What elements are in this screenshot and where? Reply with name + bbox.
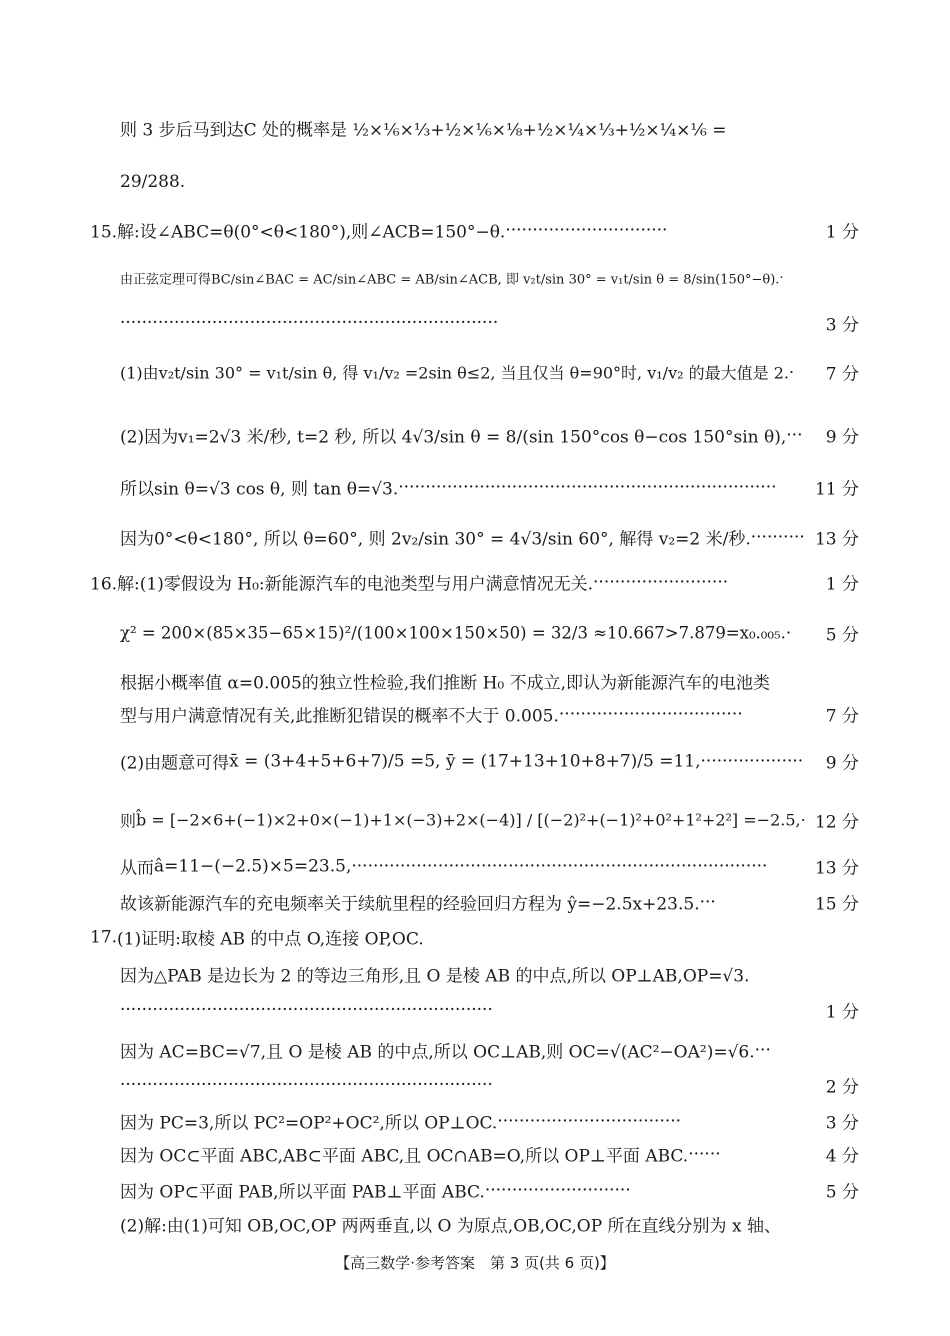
leader-dots: ·································· (558, 704, 743, 724)
line-prefix: 15.解: (90, 222, 140, 243)
score-marker: 12 分 (814, 812, 859, 833)
score-marker: 13 分 (814, 858, 859, 879)
leader-dots: ··················· (700, 751, 804, 771)
answer-line (120, 749, 803, 774)
answer-line (120, 669, 770, 694)
leader-dots: · (785, 623, 792, 643)
answer-line (90, 570, 728, 595)
line-expression: 型与用户满意情况有关,此推断犯错误的概率不大于 0.005. (120, 706, 559, 727)
answer-line (120, 624, 791, 643)
leader-dots: · (800, 810, 806, 830)
line-expression: 因为 OP⊂平面 PAB,所以平面 PAB⊥平面 ABC. (120, 1182, 485, 1203)
line-prefix: 17. (90, 927, 118, 947)
line-prefix: 所以 (120, 479, 154, 500)
line-prefix: (2)由题意可得 (120, 753, 230, 774)
score-marker: 15 分 (814, 894, 859, 915)
answer-line (120, 525, 805, 550)
answer-line (120, 361, 794, 384)
leader-dots: ············································································· (351, 856, 768, 876)
line-expression: 根据小概率值 α=0.005的独立性检验,我们推断 H₀ 不成立,即认为新能源汽车的电池类 (120, 673, 771, 694)
line-expression: 因为 AC=BC=√7,且 O 是棱 AB 的中点,所以 OC⊥AB,则 OC=√(AC²−OA²)=√6. (120, 1042, 755, 1063)
answer-line (120, 116, 727, 141)
line-expression: 因为△PAB 是边长为 2 的等边三角形,且 O 是棱 AB 的中点,所以 OP⊥AB,OP=√3. (120, 966, 750, 987)
score-marker: 7 分 (825, 706, 859, 727)
answer-line (120, 962, 750, 987)
line-expression: (2)解:由(1)可知 OB,OC,OP 两两垂直,以 O 为原点,OB,OC,OP 所在直线分别为 x 轴、 (120, 1216, 781, 1237)
leader-dots: ·········· (750, 527, 805, 547)
answer-line (120, 1075, 493, 1095)
score-marker: 7 分 (825, 364, 859, 385)
line-expression: x̄ = (3+4+5+6+7)/5 =5, ȳ = (17+13+10+8+7)/5 =11, (229, 751, 701, 771)
line-expression: (1)零假设为 H₀:新能源汽车的电池类型与用户满意情况无关. (139, 574, 594, 595)
answer-line (90, 218, 667, 243)
line-prefix: 由正弦定理可得 (120, 272, 212, 288)
line-prefix: (1)由 (120, 363, 159, 383)
answer-line (120, 172, 185, 192)
answer-line (120, 1000, 493, 1020)
score-marker: 3 分 (825, 315, 859, 336)
score-marker: 5 分 (825, 625, 859, 646)
answer-line (120, 1212, 781, 1237)
answer-line (120, 423, 803, 448)
line-prefix: 因为 (120, 529, 154, 550)
line-prefix: 16.解: (90, 574, 140, 595)
leader-dots: ··· (786, 425, 803, 445)
line-prefix: 则 (120, 811, 137, 831)
line-expression: sin θ=√3 cos θ, 则 tan θ=√3. (154, 479, 399, 500)
leader-dots: ····································································· (120, 1000, 493, 1020)
score-marker: 9 分 (825, 753, 859, 774)
answer-line (120, 809, 806, 832)
leader-dots: ······································································ (120, 313, 499, 333)
leader-dots: ·································· (497, 1111, 682, 1131)
leader-dots: ······ (688, 1144, 721, 1164)
answer-line (120, 702, 743, 727)
page-footer: 【高三数学·参考答案 第 3 页(共 6 页)】 (335, 1254, 615, 1272)
line-expression: 0°<θ<180°, 所以 θ=60°, 则 2v₂/sin 30° = 4√3/sin 60°, 解得 v₂=2 米/秒. (154, 529, 751, 550)
line-expression: 设∠ABC=θ(0°<θ<180°),则∠ACB=150°−θ. (139, 222, 506, 243)
answer-line (120, 854, 767, 879)
leader-dots: ····································································· (120, 1075, 493, 1095)
answer-line (120, 1178, 631, 1203)
leader-dots: ··· (699, 892, 716, 912)
line-expression: 故该新能源汽车的充电频率关于续航里程的经验回归方程为 ŷ=−2.5x+23.5. (120, 894, 700, 915)
score-marker: 1 分 (825, 574, 859, 595)
line-prefix: 则 3 步后马到达 (120, 120, 244, 141)
score-marker: 1 分 (825, 1002, 859, 1023)
line-prefix: 从而 (120, 858, 154, 879)
leader-dots: ························· (593, 572, 729, 592)
line-expression: v₂t/sin 30° = v₁t/sin θ, 得 v₁/v₂ =2sin θ≤2, 当且仅当 θ=90°时, v₁/v₂ 的最大值是 2. (158, 363, 789, 383)
line-expression: C 处的概率是 ½×⅙×⅓+½×⅙×⅛+½×¼×⅓+½×¼×⅙ = (243, 120, 727, 141)
score-marker: 4 分 (825, 1146, 859, 1167)
line-prefix: (2)因为 (120, 427, 179, 448)
line-expression: v₁=2√3 米/秒, t=2 秒, 所以 4√3/sin θ = 8/(sin 150°cos θ−cos 150°sin θ), (178, 427, 787, 448)
answer-line (120, 313, 498, 333)
leader-dots: · (788, 362, 795, 382)
line-expression: 因为 PC=3,所以 PC²=OP²+OC²,所以 OP⊥OC. (120, 1113, 498, 1134)
score-marker: 5 分 (825, 1182, 859, 1203)
answer-line (120, 890, 716, 915)
answer-line (90, 925, 424, 950)
line-expression: χ² = 200×(85×35−65×15)²/(100×100×150×50) = 32/3 ≈10.667>7.879=x₀.₀₀₅. (120, 623, 786, 643)
answer-line (120, 475, 777, 500)
leader-dots: ······························ (505, 220, 668, 240)
line-expression: â=11−(−2.5)×5=23.5, (154, 856, 352, 876)
line-expression: 29/288. (120, 172, 186, 192)
score-marker: 1 分 (825, 222, 859, 243)
leader-dots: · (779, 270, 784, 286)
line-expression: 因为 OC⊂平面 ABC,AB⊂平面 ABC,且 OC∩AB=O,所以 OP⊥平面 ABC. (120, 1146, 689, 1167)
answer-line (120, 1109, 681, 1134)
score-marker: 11 分 (814, 479, 859, 500)
line-expression: (1)证明:取棱 AB 的中点 O,连接 OP,OC. (117, 929, 424, 950)
line-expression: b̂ = [−2×6+(−1)×2+0×(−1)+1×(−3)+2×(−4)] / [(−2)²+(−1)²+0²+1²+2²] =−2.5, (136, 810, 801, 830)
score-marker: 3 分 (825, 1113, 859, 1134)
score-marker: 13 分 (814, 529, 859, 550)
score-marker: 9 分 (825, 427, 859, 448)
leader-dots: ··· (754, 1040, 771, 1060)
score-marker: 2 分 (825, 1077, 859, 1098)
answer-line (120, 1142, 721, 1167)
leader-dots: ······································································ (398, 477, 777, 497)
leader-dots: ··························· (484, 1180, 631, 1200)
line-expression: BC/sin∠BAC = AC/sin∠ABC = AB/sin∠ACB, 即 v₂t/sin 30° = v₁t/sin θ = 8/sin(150°−θ). (211, 272, 780, 288)
answer-line (120, 1038, 771, 1063)
answer-line (120, 269, 784, 288)
